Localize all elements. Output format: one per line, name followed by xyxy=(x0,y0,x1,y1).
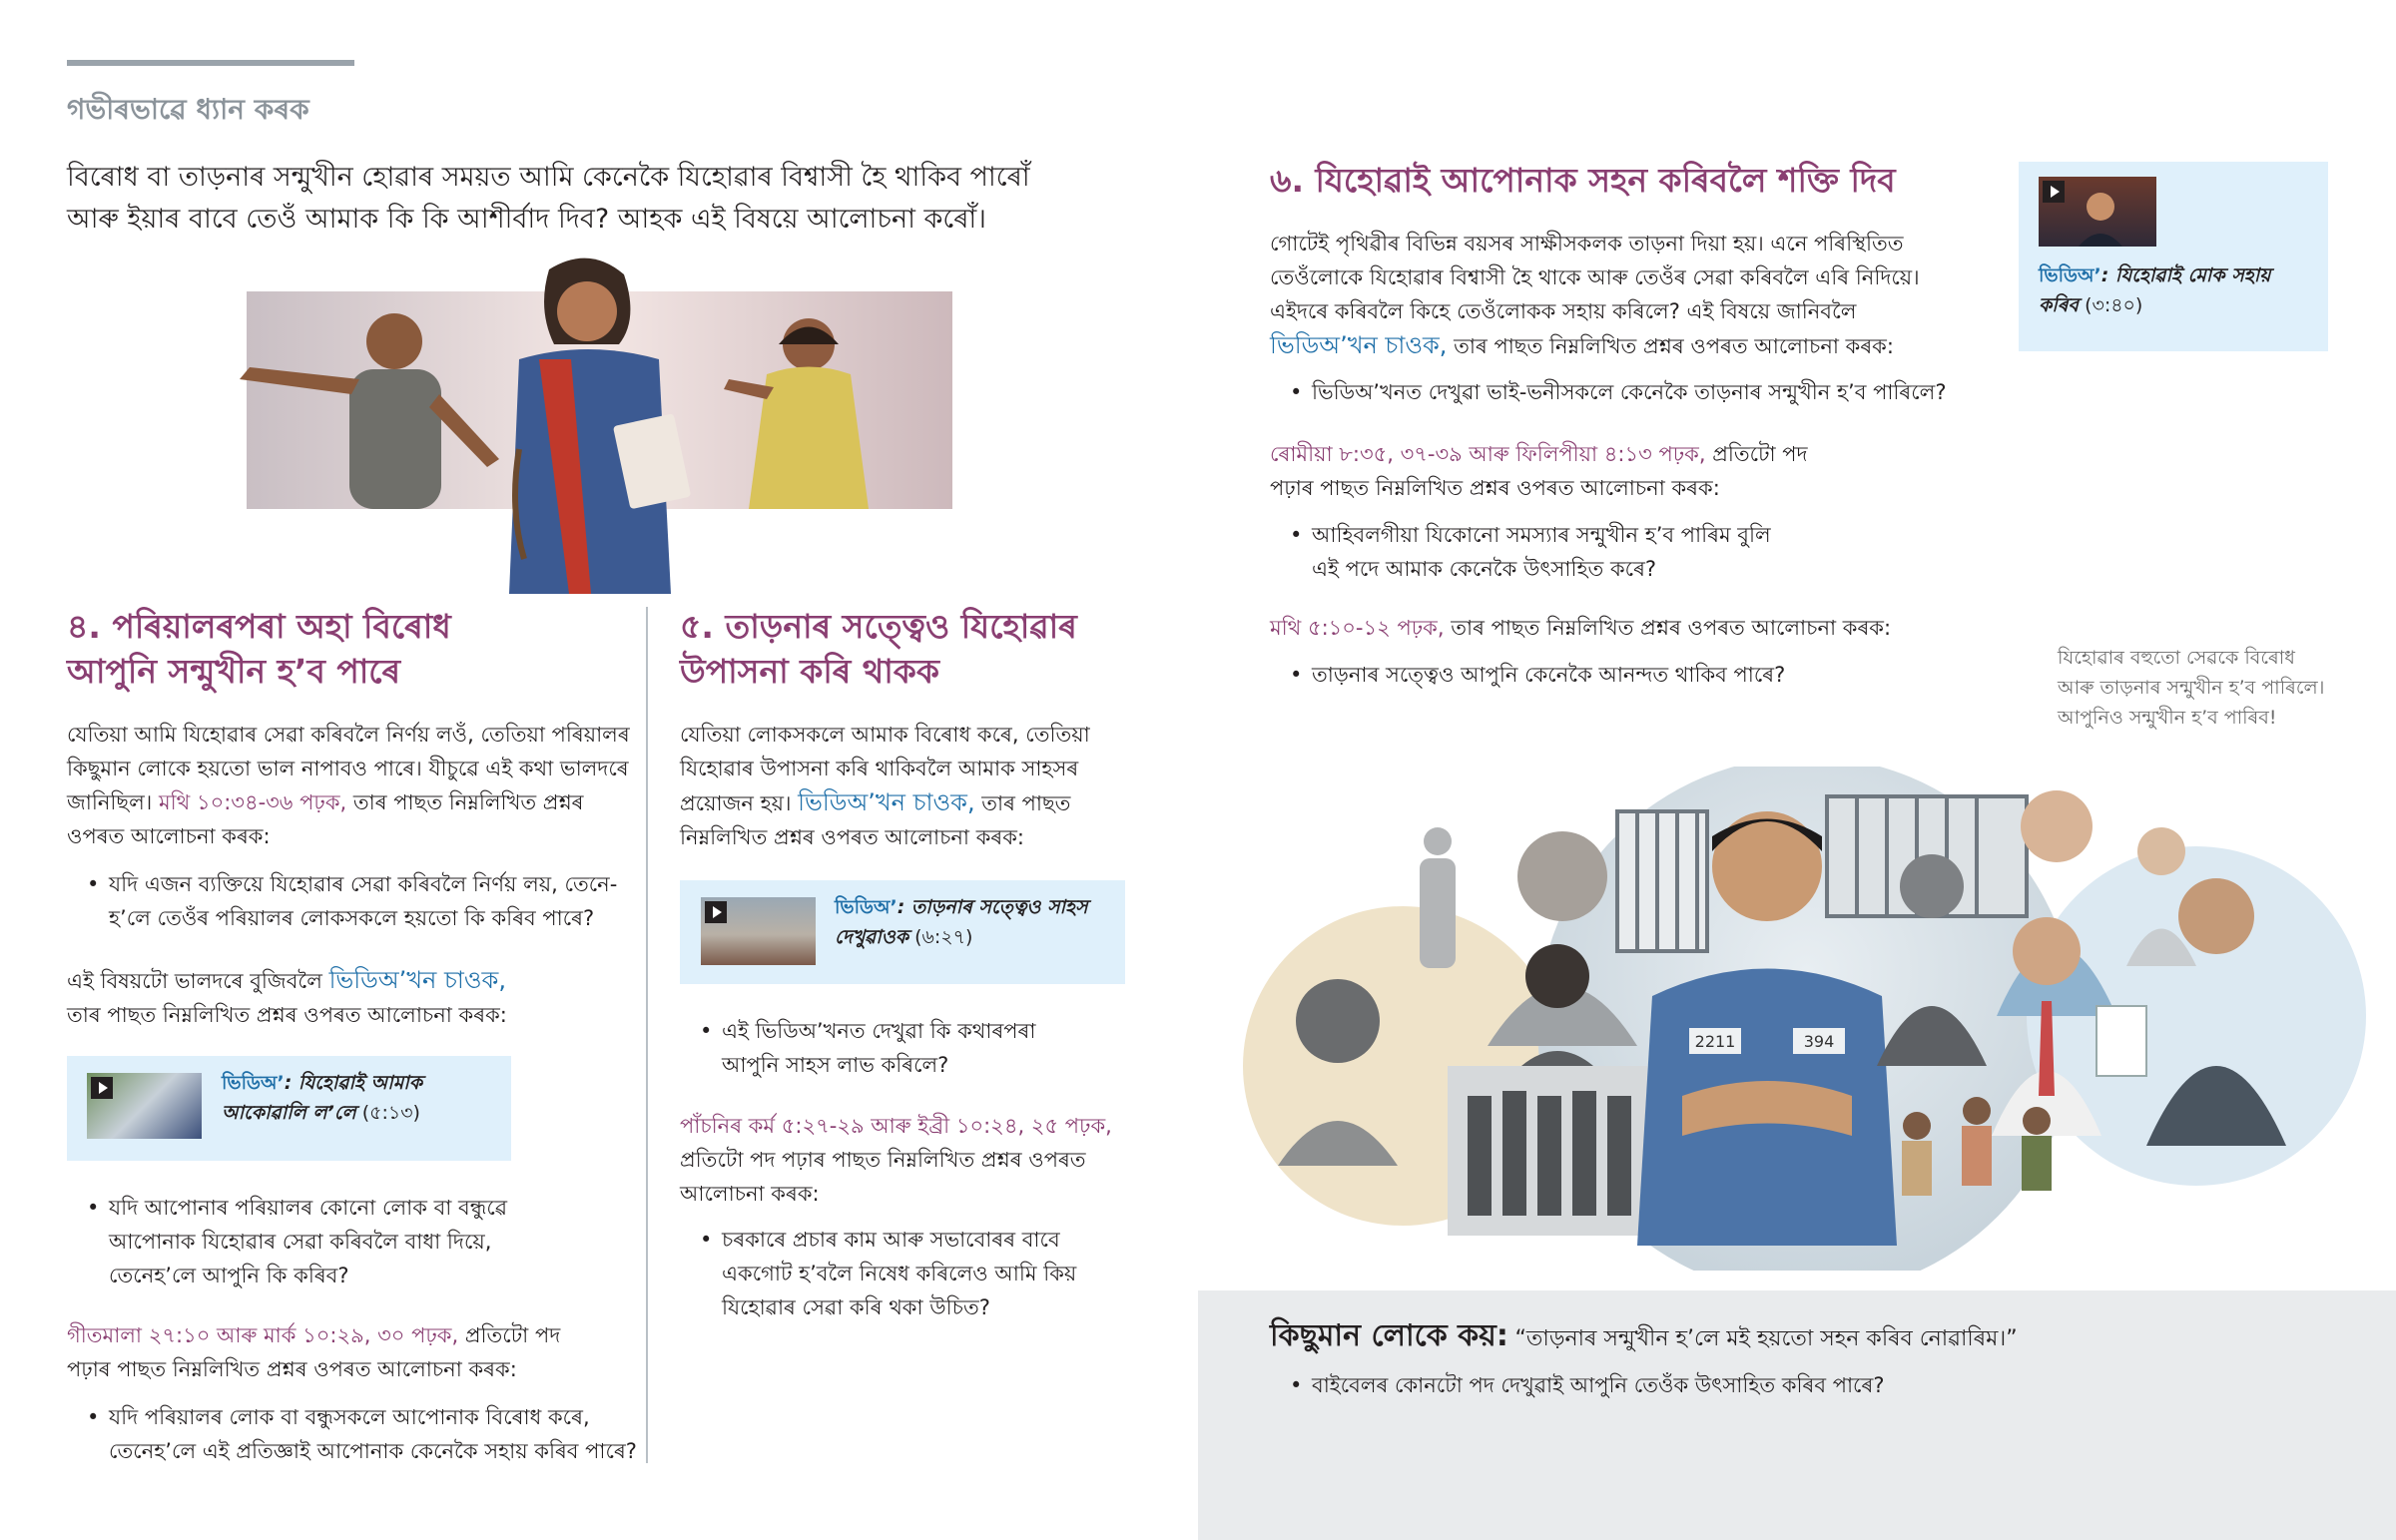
watch-video-link[interactable]: ভিডিঅ’খন চাওক, xyxy=(328,966,506,994)
watch-video-link[interactable]: ভিডিঅ’খন চাওক, xyxy=(798,788,975,816)
section-4-bullet-1 xyxy=(87,867,617,935)
question-item: • তাড়নাৰ সত্ত্বেও আপুনি কেনেকৈ আনন্দত থাকিব পাৰে? xyxy=(1290,658,1785,692)
question-item: • যদি পৰিয়ালৰ লোক বা বন্ধুসকলে আপোনাক বিৰোধ কৰে, তেনেহ’লে এই প্ৰতিজ্ঞাই আপোনাক কেনেকৈ সহায় কৰিব পাৰে? xyxy=(87,1400,637,1468)
meditate-rule xyxy=(67,60,354,66)
play-icon[interactable] xyxy=(705,901,727,923)
video-thumbnail[interactable] xyxy=(701,897,816,965)
video-duration: (৫:১৩) xyxy=(361,1102,420,1124)
video-card-jehovah-will-help-me[interactable]: ভিডিঅ’: যিহোৱাই মোক সহায় কৰিব (৩:৪০) xyxy=(2019,162,2328,351)
section-5-heading: ৫. তাড়নাৰ সত্ত্বেও যিহোৱাৰ উপাসনা কৰি থাকক xyxy=(680,607,1077,691)
play-icon[interactable] xyxy=(2043,181,2065,203)
family-scene-illustration xyxy=(220,250,958,594)
video-kind-label: ভিডিঅ’ xyxy=(835,896,898,918)
video-kind-label: ভিডিঅ’ xyxy=(222,1072,285,1094)
man-in-suit xyxy=(1420,827,1456,968)
intro-paragraph xyxy=(67,157,1030,241)
section-6-paragraph-3: মথি ৫:১০-১২ পঢ়ক, তাৰ পাছত নিম্নলিখিত প্ৰশ্নৰ ওপৰত আলোচনা কৰক: xyxy=(1270,616,1892,640)
psalm-mark-link[interactable]: গীতমালা ২৭:১০ আৰু মাৰ্ক ১০:২৯, ৩০ পঢ়ক, xyxy=(67,1323,459,1347)
section-6-bullet-2 xyxy=(1290,518,1771,586)
section-5-bullet-1 xyxy=(700,1014,1035,1082)
section-4-paragraph-2: এই বিষয়টো ভালদৰে বুজিবলৈ ভিডিঅ’খন চাওক, তাৰ পাছত নিম্নলিখিত প্ৰশ্নৰ ওপৰত আলোচনা কৰক: xyxy=(67,966,507,1027)
section-6-bullet-3 xyxy=(1290,658,1785,692)
some-say-line xyxy=(1270,1315,2018,1360)
intro-line-1: বিৰোধ বা তাড়নাৰ সন্মুখীন হোৱাৰ সময়ত আমি কেনেকৈ যিহোৱাৰ বিশ্বাসী হৈ থাকিব পাৰোঁ xyxy=(67,162,1030,193)
section-4-bullet-2 xyxy=(87,1191,507,1292)
acts-hebrews-link[interactable]: পাঁচনিৰ কৰ্ম ৫:২৭-২৯ আৰু ইব্ৰী ১০:২৪, ২৫ পঢ়ক, xyxy=(680,1114,1112,1138)
section-4-heading: ৪. পৰিয়ালৰপৰা অহা বিৰোধ আপুনি সন্মুখীন হ’ব পাৰে xyxy=(67,607,451,691)
meditate-label: গভীৰভাৱে ধ্যান কৰক xyxy=(67,93,309,126)
matthew-5-10-12-link[interactable]: মথি ৫:১০-১২ পঢ়ক, xyxy=(1270,616,1445,640)
matthew-10-34-36-link[interactable]: মথি ১০:৩৪-৩৬ পঢ়ক, xyxy=(159,790,347,814)
section-5-paragraph-2: পাঁচনিৰ কৰ্ম ৫:২৭-২৯ আৰু ইব্ৰী ১০:২৪, ২৫ পঢ়ক, প্ৰতিটো পদ পঢ়াৰ পাছত নিম্নলিখিত প্ৰশ্নৰ ওপৰত আলোচনা কৰক: xyxy=(680,1114,1112,1206)
section-5-bullet-2 xyxy=(700,1223,1076,1324)
section-4-paragraph-3: গীতমালা ২৭:১০ আৰু মাৰ্ক ১০:২৯, ৩০ পঢ়ক, প্ৰতিটো পদ পঢ়াৰ পাছত নিম্নলিখিত প্ৰশ্নৰ ওপৰত আলোচনা কৰক: xyxy=(67,1323,561,1381)
prisoner-number-right: 394 xyxy=(1803,1032,1835,1051)
section-4-bullet-3 xyxy=(87,1400,637,1468)
column-divider xyxy=(646,607,648,1463)
play-icon[interactable] xyxy=(91,1077,113,1099)
question-item: • আহিবলগীয়া যিকোনো সমস্যাৰ সন্মুখীন হ’ব পাৰিম বুলি এই পদে আমাক কেনেকৈ উৎসাহিত কৰে? xyxy=(1290,518,1771,586)
video-thumbnail[interactable] xyxy=(2039,177,2156,247)
romans-philippians-link[interactable]: ৰোমীয়া ৮:৩৫, ৩৭-৩৯ আৰু ফিলিপীয়া ৪:১৩ পঢ়ক, xyxy=(1270,442,1706,466)
illustration-caption: যিহোৱাৰ বহুতো সেৱকে বিৰোধ আৰু তাড়নাৰ সন্মুখীন হ’ব পাৰিলে। আপুনিও সন্মুখীন হ’ব পাৰিব! xyxy=(2058,647,2325,729)
question-item: • এই ভিডিঅ’খনত দেখুৱা কি কথাৰপৰা আপুনি সাহস লাভ কৰিলে? xyxy=(700,1014,1035,1082)
section-6-paragraph-2: ৰোমীয়া ৮:৩৫, ৩৭-৩৯ আৰু ফিলিপীয়া ৪:১৩ পঢ়ক, প্ৰতিটো পদ পঢ়াৰ পাছত নিম্নলিখিত প্ৰশ্নৰ ওপৰত আলোচনা কৰক: xyxy=(1270,442,1808,500)
question-item: • যদি আপোনাৰ পৰিয়ালৰ কোনো লোক বা বন্ধুৱে আপোনাক যিহোৱাৰ সেৱা কৰিবলৈ বাধা দিয়ে, তেনেহ’লে আপুনি কি কৰিব? xyxy=(87,1191,507,1292)
persecution-collage-illustration xyxy=(1228,767,2366,1271)
question-item: • চৰকাৰে প্ৰচাৰ কাম আৰু সভাবোৰৰ বাবে একগোট হ’বলৈ নিষেধ কৰিলেও আমি কিয় যিহোৱাৰ সেৱা কৰি থকা উচিত? xyxy=(700,1223,1076,1324)
question-item: • ভিডিঅ’খনত দেখুৱা ভাই-ভনীসকলে কেনেকৈ তাড়নাৰ সন্মুখীন হ’ব পাৰিলে? xyxy=(1290,375,1946,409)
section-6-bullet-1 xyxy=(1290,375,1946,409)
video-kind-label: ভিডিঅ’ xyxy=(2039,264,2101,286)
watch-video-link[interactable]: ভিডিঅ’খন চাওক, xyxy=(1270,331,1448,359)
prisoner-number-left: 2211 xyxy=(1694,1032,1736,1051)
question-item: • বাইবেলৰ কোনটো পদ দেখুৱাই আপুনি তেওঁক উৎসাহিত কৰিব পাৰে? xyxy=(1290,1368,1884,1402)
section-6-paragraph-1: গোটেই পৃথিৱীৰ বিভিন্ন বয়সৰ সাক্ষীসকলক তাড়না দিয়া হয়। এনে পৰিস্থিতিত তেওঁলোকে যিহোৱাৰ বিশ্বাসী হৈ থাকে আৰু তেওঁৰ সেৱা কৰিবলৈ এৰি নিদিয়ে। এইদৰে কৰিবলৈ কিহে তেওঁলোকক সহায় কৰিলে? এই বিষয়ে জানিবলৈ ভিডিঅ’খন চাওক, তাৰ পাছত নিম্নলিখিত প্ৰশ্নৰ ওপৰত আলোচনা কৰক: xyxy=(1270,232,1920,359)
video-duration: (৬:২৭) xyxy=(914,926,973,948)
video-card-jehovah-embraced[interactable]: ভিডিঅ’: যিহোৱাই আমাক আকোৱালি ল’লে (৫:১৩) xyxy=(67,1056,511,1161)
video-thumbnail[interactable] xyxy=(87,1073,202,1139)
video-duration: (৩:৪০) xyxy=(2085,294,2143,316)
video-card-courage-despite-persecution[interactable]: ভিডিঅ’: তাড়নাৰ সত্ত্বেও সাহস দেখুৱাওক (৬:২৭) xyxy=(680,880,1125,984)
some-say-bullet xyxy=(1290,1368,1884,1402)
some-say-label: কিছুমান লোকে কয়: xyxy=(1270,1318,1508,1353)
question-item: • যদি এজন ব্যক্তিয়ে যিহোৱাৰ সেৱা কৰিবলৈ নিৰ্ণয় লয়, তেনে- হ’লে তেওঁৰ পৰিয়ালৰ লোকসকলে হয়তো কি কৰিব পাৰে? xyxy=(87,867,617,935)
intro-line-2: আৰু ইয়াৰ বাবে তেওঁ আমাক কি কি আশীৰ্বাদ দিব? আহক এই বিষয়ে আলোচনা কৰোঁ। xyxy=(67,204,986,235)
some-say-quote: “তাড়নাৰ সন্মুখীন হ’লে মই হয়তো সহন কৰিব নোৱাৰিম।” xyxy=(1514,1326,2018,1351)
group-of-men-photo xyxy=(1448,1066,1647,1236)
section-4-paragraph-1: যেতিয়া আমি যিহোৱাৰ সেৱা কৰিবলৈ নিৰ্ণয় লওঁ, তেতিয়া পৰিয়ালৰ কিছুমান লোকে হয়তো ভাল নাপাবও পাৰে। যীচুৱে এই কথা ভালদৰে জানিছিল। মথি ১০:৩৪-৩৬ পঢ়ক, তাৰ পাছত নিম্নলিখিত প্ৰশ্নৰ ওপৰত আলোচনা কৰক: xyxy=(67,723,630,848)
section-6-heading: ৬. যিহোৱাই আপোনাক সহন কৰিবলৈ শক্তি দিব xyxy=(1270,161,1896,200)
section-5-paragraph-1: যেতিয়া লোকসকলে আমাক বিৰোধ কৰে, তেতিয়া যিহোৱাৰ উপাসনা কৰি থাকিবলৈ আমাক সাহসৰ প্ৰয়োজন হয়। ভিডিঅ’খন চাওক, তাৰ পাছত নিম্নলিখিত প্ৰশ্নৰ ওপৰত আলোচনা কৰক: xyxy=(680,723,1090,849)
